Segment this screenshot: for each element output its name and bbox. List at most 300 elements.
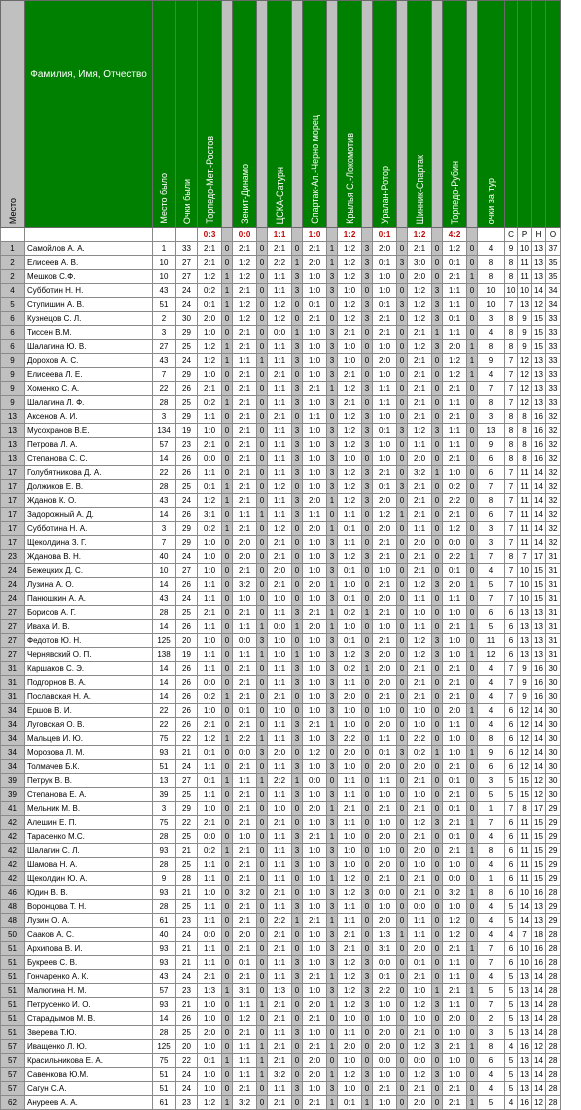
table-row xyxy=(1,1040,561,1054)
row-prediction-points: 0 xyxy=(257,760,268,774)
row-prediction-points: 3 xyxy=(362,382,373,396)
row-prediction-points: 0 xyxy=(397,914,408,928)
row-prediction-points: 3 xyxy=(362,1068,373,1082)
row-prediction: 2:0 xyxy=(303,802,327,816)
row-prediction-points: 0 xyxy=(257,886,268,900)
row-prediction: 2:0 xyxy=(408,452,432,466)
row-n: 17 xyxy=(532,550,546,564)
row-prediction: 1:2 xyxy=(408,312,432,326)
row-place: 5 xyxy=(1,298,25,312)
row-prediction-points: 3 xyxy=(292,1026,303,1040)
row-prev-place: 3 xyxy=(153,522,176,536)
row-tour-points: 4 xyxy=(478,718,505,732)
row-prediction-points: 0 xyxy=(467,970,478,984)
row-n: 12 xyxy=(532,1040,546,1054)
row-prediction-points: 0 xyxy=(257,410,268,424)
row-prediction-points: 1 xyxy=(327,1068,338,1082)
row-prediction: 2:1 xyxy=(233,1082,257,1096)
row-prediction: 1:1 xyxy=(268,354,292,368)
row-o: 31 xyxy=(546,620,561,634)
row-c: 8 xyxy=(505,424,518,438)
row-prediction-points: 0 xyxy=(257,1026,268,1040)
row-prediction-points: 0 xyxy=(432,410,443,424)
row-prediction-points: 1 xyxy=(222,480,233,494)
row-prediction: 1:1 xyxy=(268,760,292,774)
row-prediction-points: 0 xyxy=(362,1054,373,1068)
row-place: 34 xyxy=(1,760,25,774)
row-prediction-points: 0 xyxy=(257,438,268,452)
row-r: 10 xyxy=(518,942,532,956)
row-prediction-points: 1 xyxy=(222,1096,233,1110)
row-prediction-points: 0 xyxy=(257,690,268,704)
row-prediction: 1:0 xyxy=(338,354,362,368)
row-prediction-points: 1 xyxy=(292,620,303,634)
row-prev-place: 10 xyxy=(153,256,176,270)
row-prediction: 2:1 xyxy=(233,382,257,396)
row-prediction-points: 0 xyxy=(292,704,303,718)
row-prediction: 1:0 xyxy=(303,984,327,998)
row-prediction-points: 3 xyxy=(327,788,338,802)
row-place: 51 xyxy=(1,1012,25,1026)
row-prev-place: 28 xyxy=(153,830,176,844)
row-prediction: 2:1 xyxy=(233,242,257,256)
row-prediction: 1:0 xyxy=(338,858,362,872)
row-prediction: 1:0 xyxy=(408,984,432,998)
row-prediction-points: 0 xyxy=(432,774,443,788)
row-prediction-points: 0 xyxy=(257,1096,268,1110)
row-n: 15 xyxy=(532,816,546,830)
row-name: Щеколдина З. Г. xyxy=(25,536,153,550)
row-prediction-points: 0 xyxy=(222,634,233,648)
row-prev-points: 23 xyxy=(176,1096,198,1110)
row-prediction: 2:1 xyxy=(233,522,257,536)
row-prediction-points: 0 xyxy=(432,270,443,284)
row-prediction-points: 3 xyxy=(362,494,373,508)
row-prediction: 2:1 xyxy=(408,494,432,508)
row-o: 31 xyxy=(546,592,561,606)
row-name: Голубятникова Д. А. xyxy=(25,466,153,480)
row-o: 31 xyxy=(546,634,561,648)
row-tour-points: 13 xyxy=(478,424,505,438)
row-place: 50 xyxy=(1,928,25,942)
row-prev-place: 7 xyxy=(153,536,176,550)
row-o: 30 xyxy=(546,676,561,690)
row-prediction: 1:2 xyxy=(338,480,362,494)
row-prediction: 0:0 xyxy=(268,620,292,634)
row-prediction: 1:0 xyxy=(338,578,362,592)
row-prediction-points: 0 xyxy=(432,1026,443,1040)
row-prediction: 0:1 xyxy=(443,256,467,270)
row-prediction-points: 3 xyxy=(292,270,303,284)
table-row xyxy=(1,858,561,872)
row-prediction: 1:1 xyxy=(268,858,292,872)
row-prediction-points: 0 xyxy=(327,1026,338,1040)
row-r: 7 xyxy=(518,928,532,942)
header-c: С xyxy=(505,228,518,242)
row-r: 11 xyxy=(518,844,532,858)
row-prediction: 2:1 xyxy=(233,480,257,494)
row-prediction: 2:1 xyxy=(408,508,432,522)
row-prediction: 1:2 xyxy=(408,1040,432,1054)
row-prediction-points: 0 xyxy=(327,508,338,522)
row-prediction-points: 0 xyxy=(432,242,443,256)
row-prediction-points: 0 xyxy=(257,816,268,830)
row-prediction: 0:1 xyxy=(198,1054,222,1068)
row-prediction: 1:1 xyxy=(268,494,292,508)
row-prev-place: 134 xyxy=(153,424,176,438)
row-prediction: 1:1 xyxy=(198,578,222,592)
row-prediction: 0:1 xyxy=(373,970,397,984)
row-prediction: 1:0 xyxy=(373,564,397,578)
row-prediction-points: 0 xyxy=(257,914,268,928)
row-n: 15 xyxy=(532,830,546,844)
row-n: 14 xyxy=(532,536,546,550)
row-prediction: 2:1 xyxy=(408,676,432,690)
row-prediction-points: 3 xyxy=(327,662,338,676)
row-prev-place: 61 xyxy=(153,914,176,928)
row-prediction-points: 0 xyxy=(397,578,408,592)
row-prediction-points: 0 xyxy=(362,900,373,914)
row-prediction-points: 0 xyxy=(257,970,268,984)
row-prediction-points: 0 xyxy=(397,676,408,690)
row-prediction: 2:2 xyxy=(268,256,292,270)
row-n: 16 xyxy=(532,886,546,900)
row-prediction: 1:1 xyxy=(408,914,432,928)
row-prediction: 1:0 xyxy=(373,340,397,354)
row-prediction: 1:0 xyxy=(198,802,222,816)
row-tour-points: 4 xyxy=(478,1082,505,1096)
row-o: 30 xyxy=(546,760,561,774)
row-place: 48 xyxy=(1,914,25,928)
row-c: 6 xyxy=(505,816,518,830)
row-prediction: 1:1 xyxy=(408,438,432,452)
row-prev-points: 29 xyxy=(176,326,198,340)
row-r: 16 xyxy=(518,1040,532,1054)
row-place: 17 xyxy=(1,480,25,494)
row-prediction: 1:2 xyxy=(233,256,257,270)
row-prediction: 2:1 xyxy=(408,326,432,340)
row-prediction: 1:2 xyxy=(338,382,362,396)
row-name: Елисеева Л. Е. xyxy=(25,368,153,382)
row-r: 11 xyxy=(518,536,532,550)
row-tour-points: 4 xyxy=(478,368,505,382)
row-prediction-points: 3 xyxy=(362,312,373,326)
row-prev-points: 27 xyxy=(176,256,198,270)
row-prediction-points: 3 xyxy=(397,746,408,760)
row-prediction-points: 0 xyxy=(327,1012,338,1026)
row-prediction: 3:2 xyxy=(268,1068,292,1082)
row-tour-points: 7 xyxy=(478,480,505,494)
row-place: 2 xyxy=(1,256,25,270)
row-prediction-points: 0 xyxy=(362,354,373,368)
row-prediction-points: 0 xyxy=(327,410,338,424)
row-prediction-points: 0 xyxy=(432,620,443,634)
row-c: 8 xyxy=(505,438,518,452)
row-prev-points: 33 xyxy=(176,242,198,256)
row-o: 30 xyxy=(546,704,561,718)
row-prediction-points: 0 xyxy=(467,830,478,844)
row-o: 32 xyxy=(546,466,561,480)
row-prediction-points: 0 xyxy=(397,704,408,718)
row-prediction-points: 1 xyxy=(292,326,303,340)
row-n: 13 xyxy=(532,270,546,284)
row-prev-place: 3 xyxy=(153,326,176,340)
row-prediction: 2:1 xyxy=(303,242,327,256)
row-prediction: 2:1 xyxy=(303,312,327,326)
table-row xyxy=(1,830,561,844)
row-prediction-points: 0 xyxy=(222,256,233,270)
row-prev-place: 14 xyxy=(153,1012,176,1026)
row-prediction-points: 0 xyxy=(292,802,303,816)
row-prediction-points: 0 xyxy=(257,312,268,326)
row-prediction: 1:0 xyxy=(303,466,327,480)
row-r: 11 xyxy=(518,494,532,508)
row-prediction: 2:0 xyxy=(338,1040,362,1054)
row-prediction-points: 0 xyxy=(397,452,408,466)
row-prediction: 0:0 xyxy=(443,872,467,886)
row-name: Красильникова Е. А. xyxy=(25,1054,153,1068)
row-prediction-points: 0 xyxy=(432,676,443,690)
row-prediction-points: 1 xyxy=(432,466,443,480)
row-prev-points: 26 xyxy=(176,1012,198,1026)
row-prediction-points: 3 xyxy=(362,298,373,312)
row-prediction: 2:2 xyxy=(268,914,292,928)
row-prediction: 1:2 xyxy=(408,634,432,648)
row-prediction: 1:2 xyxy=(303,746,327,760)
row-prediction-points: 0 xyxy=(327,746,338,760)
row-prediction: 2:1 xyxy=(303,970,327,984)
row-prediction: 1:2 xyxy=(198,732,222,746)
row-prediction: 1:1 xyxy=(233,620,257,634)
row-n: 16 xyxy=(532,942,546,956)
row-prediction-points: 0 xyxy=(222,452,233,466)
row-prediction: 1:1 xyxy=(443,956,467,970)
row-prediction: 1:0 xyxy=(443,466,467,480)
row-prediction-points: 0 xyxy=(292,1040,303,1054)
row-prediction: 2:1 xyxy=(233,900,257,914)
row-prediction-points: 0 xyxy=(397,494,408,508)
row-prediction: 2:0 xyxy=(303,494,327,508)
row-tour-points: 6 xyxy=(478,1054,505,1068)
row-prediction-points: 3 xyxy=(362,550,373,564)
row-prediction: 2:1 xyxy=(233,844,257,858)
row-prediction: 2:0 xyxy=(373,1026,397,1040)
row-prev-points: 29 xyxy=(176,522,198,536)
row-prediction-points: 3 xyxy=(362,998,373,1012)
row-place: 42 xyxy=(1,844,25,858)
row-prediction-points: 1 xyxy=(467,844,478,858)
row-prediction: 2:0 xyxy=(443,1012,467,1026)
row-prediction-points: 0 xyxy=(467,326,478,340)
row-prediction-points: 1 xyxy=(362,606,373,620)
row-name: Пославская Н. А. xyxy=(25,690,153,704)
row-prev-points: 26 xyxy=(176,690,198,704)
header-gap xyxy=(222,1,233,228)
row-prediction-points: 0 xyxy=(467,256,478,270)
row-prediction: 1:1 xyxy=(373,732,397,746)
row-prediction: 2:1 xyxy=(233,788,257,802)
row-prediction: 1:0 xyxy=(373,410,397,424)
row-prediction-points: 0 xyxy=(432,970,443,984)
row-prediction-points: 0 xyxy=(257,452,268,466)
row-n: 15 xyxy=(532,872,546,886)
row-c: 7 xyxy=(505,396,518,410)
table-row xyxy=(1,480,561,494)
row-o: 32 xyxy=(546,536,561,550)
row-prediction-points: 1 xyxy=(397,508,408,522)
row-prediction-points: 0 xyxy=(467,452,478,466)
header-blank xyxy=(518,1,532,228)
row-r: 11 xyxy=(518,270,532,284)
row-prediction-points: 0 xyxy=(362,634,373,648)
row-prediction-points: 0 xyxy=(397,886,408,900)
row-prediction: 0:1 xyxy=(373,480,397,494)
row-prediction: 2:0 xyxy=(338,746,362,760)
row-r: 13 xyxy=(518,970,532,984)
row-prediction: 2:1 xyxy=(268,942,292,956)
row-prediction: 1:1 xyxy=(233,1054,257,1068)
header-prev-place: Место было xyxy=(153,1,176,228)
row-prediction: 2:1 xyxy=(268,998,292,1012)
row-tour-points: 8 xyxy=(478,732,505,746)
header-gap xyxy=(432,1,443,228)
row-prev-place: 28 xyxy=(153,396,176,410)
header-match-7: Шинник-Спартак xyxy=(408,1,432,228)
row-prediction-points: 0 xyxy=(362,1012,373,1026)
row-prediction-points: 0 xyxy=(467,802,478,816)
result-match-5: 1:2 xyxy=(338,228,362,242)
row-prediction: 2:0 xyxy=(233,536,257,550)
row-prev-points: 23 xyxy=(176,914,198,928)
row-prediction: 2:2 xyxy=(373,984,397,998)
row-prediction: 1:2 xyxy=(198,1096,222,1110)
row-prediction: 1:0 xyxy=(338,844,362,858)
row-name: Петрук В. В. xyxy=(25,774,153,788)
row-prev-points: 29 xyxy=(176,802,198,816)
row-o: 29 xyxy=(546,844,561,858)
row-r: 8 xyxy=(518,438,532,452)
row-name: Тиссен В.М. xyxy=(25,326,153,340)
row-o: 32 xyxy=(546,438,561,452)
table-row xyxy=(1,284,561,298)
row-prediction: 1:2 xyxy=(338,312,362,326)
row-prediction: 1:1 xyxy=(268,970,292,984)
row-c: 5 xyxy=(505,984,518,998)
row-prediction: 2:1 xyxy=(233,410,257,424)
row-prediction-points: 1 xyxy=(467,354,478,368)
row-prediction: 2:0 xyxy=(198,1026,222,1040)
row-prediction-points: 0 xyxy=(467,718,478,732)
row-prediction-points: 0 xyxy=(257,564,268,578)
row-prediction-points: 0 xyxy=(397,788,408,802)
row-prediction: 2:1 xyxy=(233,424,257,438)
row-prediction: 1:0 xyxy=(338,704,362,718)
row-prediction: 1:0 xyxy=(268,802,292,816)
row-prediction-points: 0 xyxy=(397,872,408,886)
row-name: Старадымов М. В. xyxy=(25,1012,153,1026)
row-prediction: 1:0 xyxy=(303,536,327,550)
row-prediction-points: 3 xyxy=(362,466,373,480)
row-prediction: 1:1 xyxy=(198,592,222,606)
row-prediction: 1:1 xyxy=(443,998,467,1012)
row-prediction-points: 0 xyxy=(432,914,443,928)
row-prediction-points: 3 xyxy=(257,634,268,648)
row-tour-points: 3 xyxy=(478,410,505,424)
row-prediction: 1:0 xyxy=(443,900,467,914)
row-prev-place: 75 xyxy=(153,1054,176,1068)
row-name: Борисов А. Г. xyxy=(25,606,153,620)
row-prediction: 2:1 xyxy=(408,368,432,382)
row-prediction-points: 0 xyxy=(222,704,233,718)
results-place xyxy=(1,228,25,242)
row-prediction-points: 0 xyxy=(467,998,478,1012)
row-place: 51 xyxy=(1,998,25,1012)
row-place: 48 xyxy=(1,900,25,914)
row-prev-points: 24 xyxy=(176,760,198,774)
row-prev-place: 51 xyxy=(153,760,176,774)
row-prediction: 1:0 xyxy=(198,1082,222,1096)
row-tour-points: 4 xyxy=(478,242,505,256)
row-prediction: 0:0 xyxy=(408,1054,432,1068)
row-prediction-points: 0 xyxy=(397,368,408,382)
row-n: 15 xyxy=(532,326,546,340)
row-prediction: 2:1 xyxy=(408,382,432,396)
row-prediction: 1:0 xyxy=(338,340,362,354)
row-prediction-points: 0 xyxy=(362,858,373,872)
row-name: Ступишин А. В. xyxy=(25,298,153,312)
row-o: 28 xyxy=(546,1096,561,1110)
row-c: 7 xyxy=(505,662,518,676)
row-prediction: 1:0 xyxy=(408,1012,432,1026)
row-prediction: 1:0 xyxy=(303,438,327,452)
row-prediction-points: 0 xyxy=(432,354,443,368)
row-prediction-points: 0 xyxy=(292,1012,303,1026)
row-name: Степанова С. С. xyxy=(25,452,153,466)
row-n: 14 xyxy=(532,494,546,508)
row-r: 13 xyxy=(518,648,532,662)
row-prediction-points: 0 xyxy=(362,816,373,830)
row-prediction-points: 0 xyxy=(362,928,373,942)
row-place: 9 xyxy=(1,354,25,368)
row-prediction: 2:1 xyxy=(233,760,257,774)
row-place: 34 xyxy=(1,746,25,760)
row-prediction: 1:1 xyxy=(268,340,292,354)
result-match-6: 0:1 xyxy=(373,228,397,242)
row-n: 13 xyxy=(532,396,546,410)
row-prediction: 0:0 xyxy=(198,830,222,844)
row-prediction: 0:1 xyxy=(373,298,397,312)
results-gap xyxy=(397,228,408,242)
row-prediction-points: 1 xyxy=(432,326,443,340)
row-prediction-points: 0 xyxy=(397,1040,408,1054)
row-prediction-points: 3 xyxy=(397,298,408,312)
row-c: 6 xyxy=(505,830,518,844)
row-o: 32 xyxy=(546,424,561,438)
row-prediction-points: 3 xyxy=(362,256,373,270)
row-prediction-points: 0 xyxy=(432,494,443,508)
row-prediction-points: 1 xyxy=(257,998,268,1012)
row-prediction-points: 0 xyxy=(222,928,233,942)
row-prev-points: 25 xyxy=(176,606,198,620)
row-r: 7 xyxy=(518,550,532,564)
row-c: 5 xyxy=(505,914,518,928)
row-prediction-points: 0 xyxy=(467,382,478,396)
row-prediction-points: 0 xyxy=(397,984,408,998)
row-prediction-points: 1 xyxy=(222,354,233,368)
row-prediction: 2:1 xyxy=(443,942,467,956)
row-prediction: 1:2 xyxy=(338,998,362,1012)
row-prediction-points: 3 xyxy=(292,452,303,466)
